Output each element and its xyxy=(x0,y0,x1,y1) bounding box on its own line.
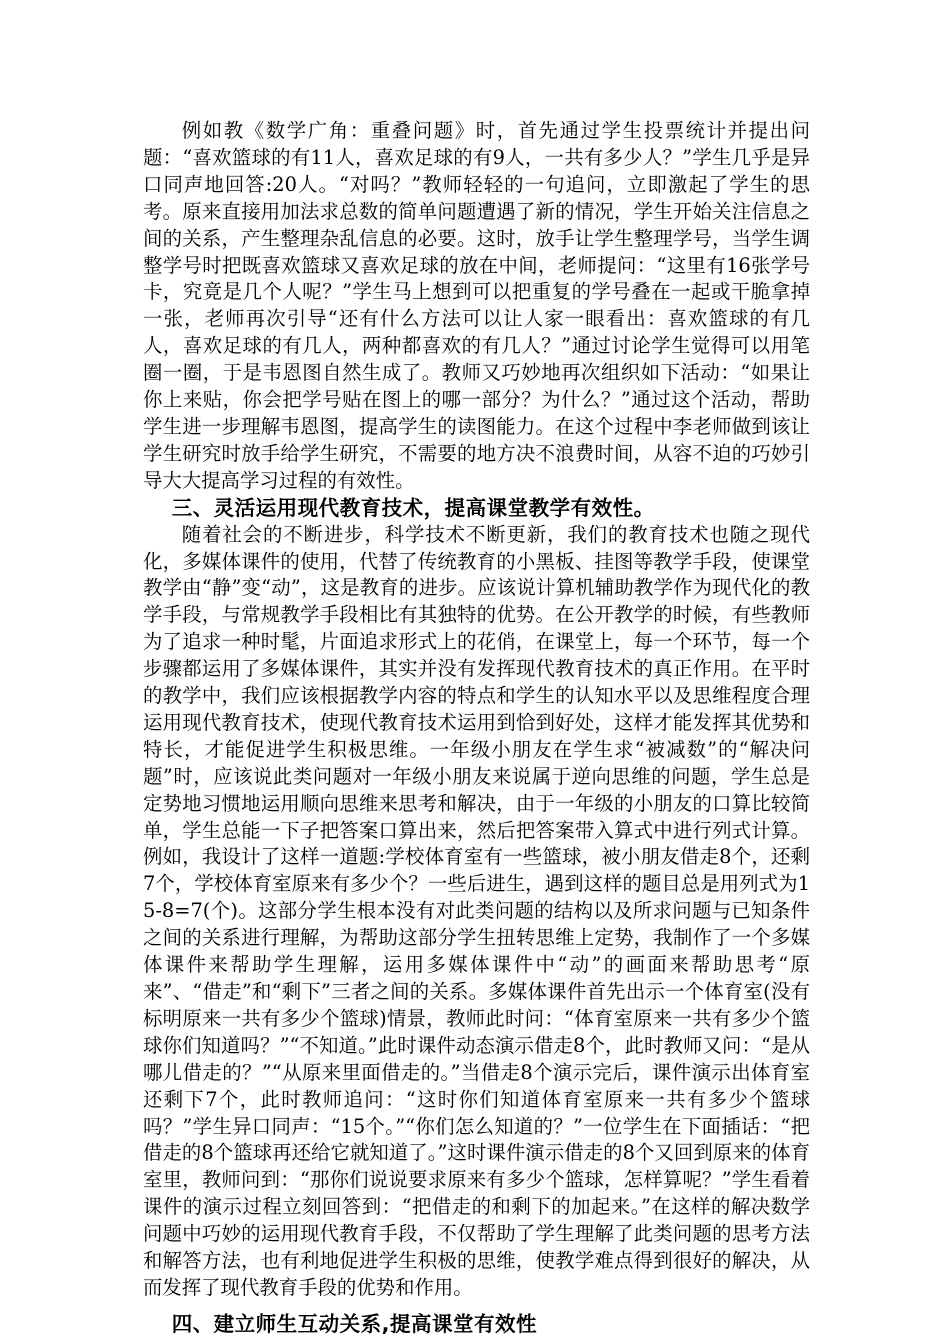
section-heading-four: 四、建立师生互动关系,提高课堂有效性 xyxy=(171,1311,537,1336)
document-page xyxy=(143,118,810,1338)
section-heading-three: 三、灵活运用现代教育技术，提高课堂教学有效性。 xyxy=(171,495,655,520)
paragraph-overlap-problem-example: 例如教《数学广角：重叠问题》时，首先通过学生投票统计并提出问题：“喜欢篮球的有11人，喜欢足球的有9人，一共有多少人？”学生几乎是异口同声地回答:20人。“对吗？”教师轻轻的一句追问，立即激起了学生的思考。原来直接用加法求总数的简单问题遭遇了新的情况，学生开始关注信息之间的关系，产生整理杂乱信息的必要。这时，放手让学生整理学号，当学生调整学号时把既喜欢篮球又喜欢足球的放在中间，老师提问：“这里有16张学号卡，究竟是几个人呢？”学生马上想到可以把重复的学号叠在一起或干脆拿掉一张，老师再次引导“还有什么方法可以让人家一眼看出：喜欢篮球的有几人，喜欢足球的有几人，两种都喜欢的有几人？”通过讨论学生觉得可以用笔圈一圈，于是韦恩图自然生成了。教师又巧妙地再次组织如下活动：“如果让你上来贴，你会把学号贴在图上的哪一部分？为什么？”通过这个活动，帮助学生进一步理解韦恩图，提高学生的读图能力。在这个过程中李老师做到该让学生研究时放手给学生研究，不需要的地方决不浪费时间，从容不迫的巧妙引导大大提高学习过程的有效性。 xyxy=(143,119,810,492)
paragraph-modern-education-technology: 随着社会的不断进步，科学技术不断更新，我们的教育技术也随之现代化，多媒体课件的使用，代替了传统教育的小黑板、挂图等教学手段，使课堂教学由“静”变“动”，这是教育的进步。应该说计算机辅助教学作为现代化的教学手段，与常规教学手段相比有其独特的优势。在公开教学的时候，有些教师为了追求一种时髦，片面追求形式上的花俏，在课堂上，每一个环节，每一个步骤都运用了多媒体课件，其实并没有发挥现代教育技术的真正作用。在平时的教学中，我们应该根据教学内容的特点和学生的认知水平以及思维程度合理运用现代教育技术，使现代教育技术运用到恰到好处，这样才能发挥其优势和特长，才能促进学生积极思维。一年级小朋友在学生求“被减数”的“解决问题”时，应该说此类问题对一年级小朋友来说属于逆向思维的问题，学生总是定势地习惯地运用顺向思维来思考和解决，由于一年级的小朋友的口算比较简单，学生总能一下子把答案口算出来，然后把答案带入算式中进行列式计算。例如，我设计了这样一道题:学校体育室有一些篮球，被小朋友借走8个，还剩7个，学校体育室原来有多少个？一些后进生，遇到这样的题目总是用列式为15-8=7(个)。这部分学生根本没有对此类问题的结构以及所求问题与已知条件之间的关系进行理解，为帮助这部分学生扭转思维上定势，我制作了一个多媒体课件来帮助学生理解，运用多媒体课件中“动”的画面来帮助思考“原来”、“借走”和“剩下”三者之间的关系。多媒体课件首先出示一个体育室(没有标明原来一共有多少个篮球)情景，教师此时问：“体育室原来一共有多少个篮球你们知道吗？”“不知道。”此时课件动态演示借走8个，此时教师又问：“是从哪儿借走的？”“从原来里面借走的。”当借走8个演示完后，课件演示出体育室还剩下7个，此时教师追问：“这时你们知道体育室原来一共有多少个篮球吗？”学生异口同声：“15个。”“你们怎么知道的？”一位学生在下面插话：“把借走的8个篮球再还给它就知道了。”这时课件演示借走的8个又回到原来的体育室里，教师问到：“那你们说说要求原来有多少个篮球，怎样算呢？”学生看着课件的演示过程立刻回答到：“把借走的和剩下的加起来。”在这样的解决数学问题中巧妙的运用现代教育手段，不仅帮助了学生理解了此类问题的思考方法和解答方法，也有利地促进学生积极的思维，使教学难点得到很好的解决，从而发挥了现代教育手段的优势和作用。 xyxy=(143,522,810,1299)
